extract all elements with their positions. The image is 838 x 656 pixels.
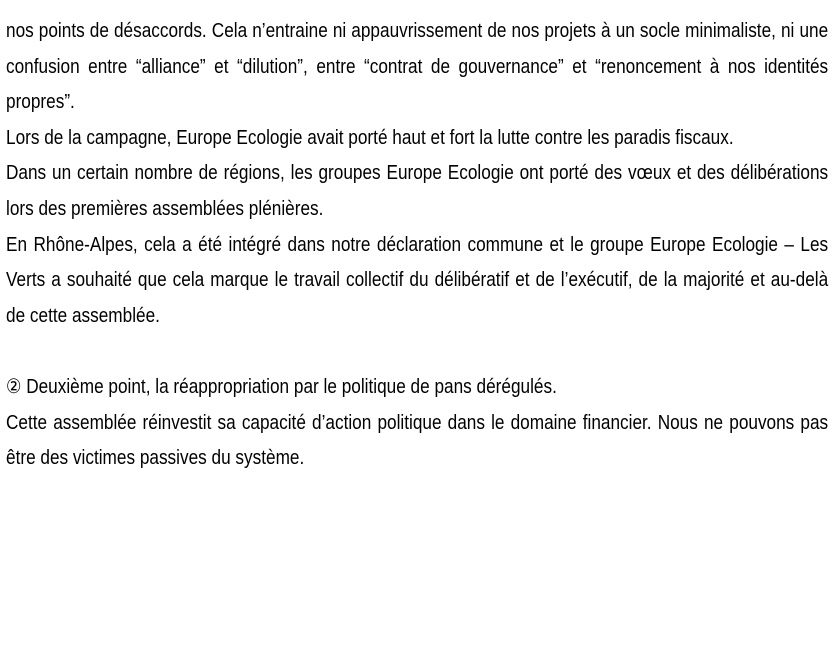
paragraph-paradis-fiscaux: Lors de la campagne, Europe Ecologie avait porté haut et fort la lutte contre les paradis fiscaux. xyxy=(6,126,734,149)
paragraph-spacer xyxy=(6,334,828,370)
paragraph-deuxieme-point: ② Deuxième point, la réappropriation par le politique de pans dérégulés. xyxy=(6,375,557,398)
paragraph-alliance: nos points de désaccords. Cela n’entraine ni appauvrissement de nos projets à un socle minimaliste, ni une confusion entre “alliance” et “dilution”, entre “contrat de gouvernance” et “renoncement à nos identités propres”. xyxy=(6,20,829,114)
paragraph-rhone-alpes: En Rhône-Alpes, cela a été intégré dans notre déclaration commune et le groupe Europe Ecologie – Les Verts a souhaité que cela marque le travail collectif du délibératif et de l’exécutif, de la majorité et au-delà de cette assemblée. xyxy=(6,233,829,327)
paragraph-regions: Dans un certain nombre de régions, les groupes Europe Ecologie ont porté des vœux et des délibérations lors des premières assemblées plénières. xyxy=(6,162,829,220)
paragraph-assemblee: Cette assemblée réinvestit sa capacité d’action politique dans le domaine financier. Nous ne pouvons pas être des victimes passives du système. xyxy=(6,411,829,470)
document-body xyxy=(6,14,828,477)
document-page xyxy=(6,14,829,477)
